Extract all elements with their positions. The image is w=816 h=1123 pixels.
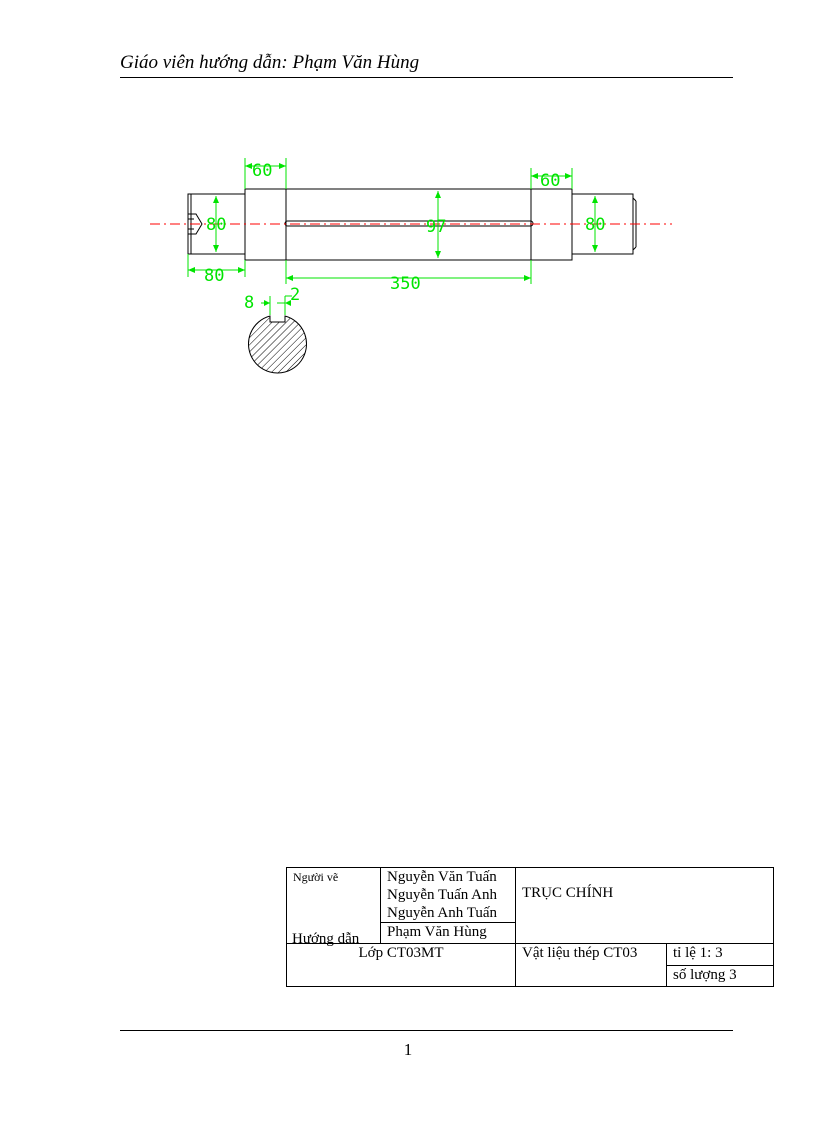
supervisor-label: Hướng dẫn	[292, 931, 360, 947]
drawn-by-3: Nguyễn Anh Tuấn	[387, 905, 498, 921]
drawn-by-names	[381, 868, 516, 923]
dim-middle-length: 350	[390, 274, 421, 294]
class-name: Lớp CT03MT	[287, 944, 516, 987]
page-header: Giáo viên hướng dẫn: Phạm Văn Hùng	[120, 52, 420, 73]
drawn-by-label: Người vẽ	[287, 868, 381, 944]
dim-left-end-diameter: 80	[206, 215, 227, 235]
dim-left-shoulder-length: 60	[252, 161, 273, 181]
dim-right-shoulder-length: 60	[540, 171, 561, 191]
page-number: 1	[403, 1040, 413, 1059]
dim-key-width: 8	[244, 293, 255, 313]
drawn-by-2: Nguyễn Tuấn Anh	[387, 887, 498, 903]
shaft-drawing	[0, 0, 816, 420]
scale: tỉ lệ 1: 3	[667, 944, 774, 966]
dim-right-end-diameter: 80	[585, 215, 606, 235]
part-name: TRỤC CHÍNH	[516, 868, 774, 944]
quantity: số lượng 3	[667, 965, 774, 987]
dim-middle-diameter: 97	[426, 217, 447, 237]
cross-section	[249, 316, 307, 373]
dim-key-depth: 2	[290, 285, 301, 305]
footer-rule	[120, 1030, 733, 1031]
dim-left-end-length: 80	[204, 266, 225, 286]
drawn-by-1: Nguyễn Văn Tuấn	[387, 869, 497, 885]
title-block	[286, 867, 774, 987]
supervisor: Phạm Văn Hùng	[381, 923, 516, 944]
material: Vật liệu thép CT03	[516, 944, 667, 987]
